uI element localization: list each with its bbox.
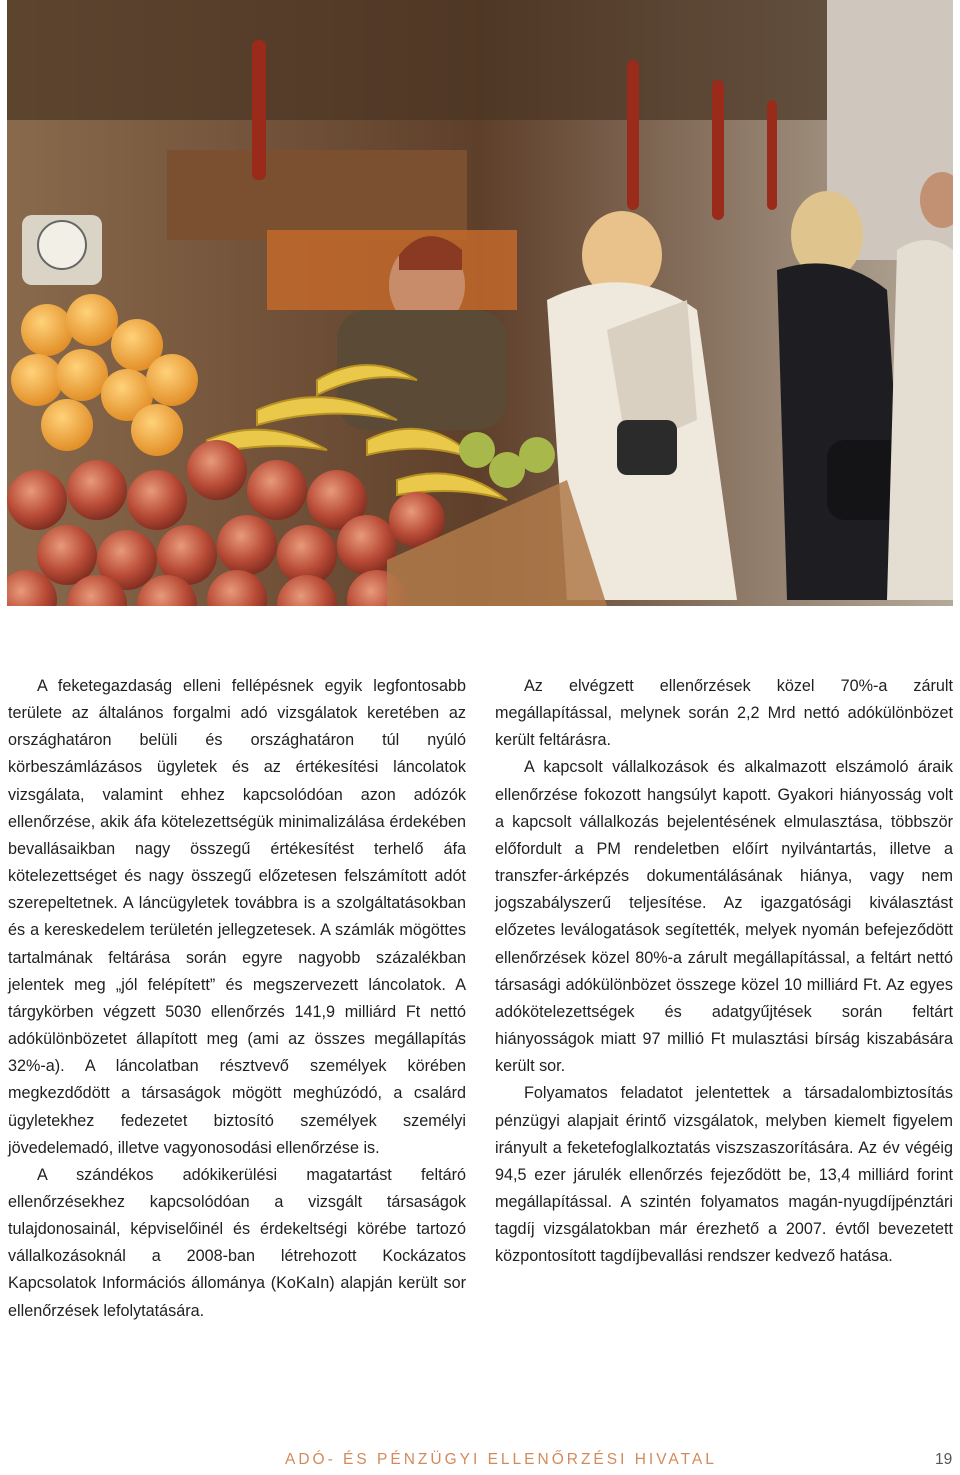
- page-number: 19: [935, 1451, 953, 1468]
- right-paragraph-3: Folyamatos feladatot jelentettek a társadalombiztosítás pénzügyi alapjait érintő vizsgálatok, melyben kiemelt figyelem irányult a feketefoglalkoztatás viszszaszorítására. Az év végéig 94,5 ezer járulék ellenőrzés fejeződött be, 13,4 milliárd forint megállapítással. A szintén folyamatos magán-nyugdíjpénztári tagdíj vizsgálatokban már érezhető a 2007. évtől bevezetett központosított tagdíjbevallási rendszer kedvező hatása.: [495, 1084, 953, 1266]
- left-paragraph-2: A szándékos adókikerülési magatartást feltáró ellenőrzésekhez kapcsolódóan a vizsgált társaságok tulajdonosainál, képviselőinél és érdekeltségi körébe tartozó vállalkozásoknál a 2008-ban létrehozott Kockázatos Kapcsolatok Információs állománya (KoKaIn) alapján került sor ellenőrzések lefolytatására.: [8, 1165, 466, 1320]
- market-photo: [7, 0, 953, 606]
- right-paragraph-1: Az elvégzett ellenőrzések közel 70%-a zárult megállapítással, melynek során 2,2 Mrd nettó adókülönbözet került feltárásra.: [495, 677, 953, 750]
- right-column: [495, 673, 953, 1270]
- left-column: [8, 673, 466, 1325]
- left-paragraph-1: A feketegazdaság elleni fellépésnek egyik legfontosabb területe az általános forgalmi adó vizsgálatok keretében az országhatáron belüli és országhatáron túl nyúló körbeszámlázásos ügyletek és az értékesítési láncolatok vizsgálata, valamint ehhez kapcsolódóan azon adózók ellenőrzése, akik áfa kötelezettségük minimalizálása érdekében bevallásaikban nagy összegű értékesítést terhelő áfa kötelezettséget és nagy összegű előzetesen felszámított adót szerepeltetnek. A láncügyletek továbbra is a szolgáltatásokban és a kereskedelem területén jellegzetesek. A számlák mögöttes tartalmának feltárása során egyre nagyobb százalékban jelentek meg „jól felépített” és megszervezett láncolatok. A tárgykörben végzett 5030 ellenőrzés 141,9 milliárd Ft nettó adókülönbözetet állapított meg (ami az összes megállapítás 32%-a). A láncolatban résztvevő személyek körében megkezdődött a társaságok mögött meghúzódó, a csalárd ügyletekhez fedezetet biztosító személyek személyi jövedelemadó, illetve vagyonosodási ellenőrzése is.: [8, 677, 466, 1157]
- footer-title: ADÓ- ÉS PÉNZÜGYI ELLENŐRZÉSI HIVATAL: [285, 1451, 717, 1468]
- right-paragraph-2: A kapcsolt vállalkozások és alkalmazott elszámoló áraik ellenőrzése fokozott hangsúlyt kapott. Gyakori hiányosság volt a kapcsolt vállalkozás bejelentésének elmulasztása, többször előfordult a PM rendeletben előírt nyilvántartás, illetve a transzfer-árképzés dokumentálásának hiánya, vagy nem jogszabályszerű teljesítése. Az igazgatósági kiválasztást előzetes leválogatások segítették, melyek nyomán befejeződött ellenőrzések közel 80%-a zárult megállapítással, a feltárt nettó társasági adókülönbözet összege közel 10 milliárd Ft. Az egyes adókötelezettségek és adatgyűjtések során feltárt hiányosságok miatt 97 millió Ft mulasztási bírság kiszabására került sor.: [495, 758, 953, 1076]
